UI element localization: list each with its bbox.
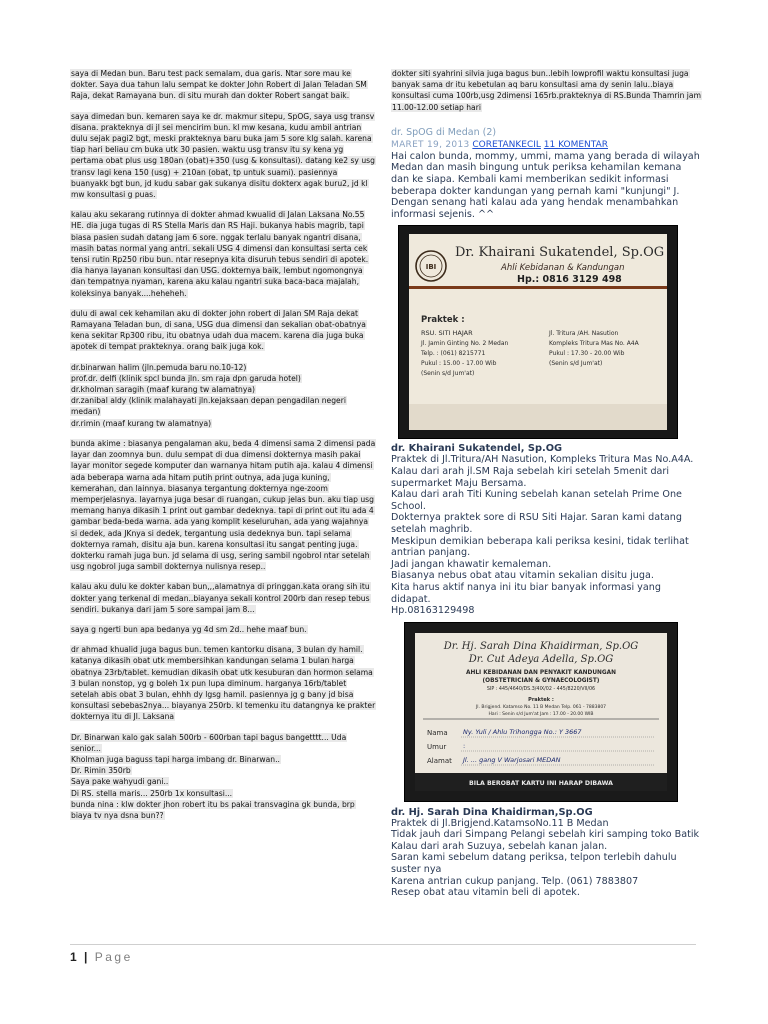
comment-paragraph: dokter siti syahrini silvia juga bagus bun..lebih lowprofil waktu konsultasi juga banyak sama dr itu kebetulan aq baru konsultasi ama dy senin lalu..biaya konsultasi cuma 100rb,usg 2dimensi 165rb.prakteknya di RS.Bunda Thamrin jam 11.00-12.00 setiap hari — [392, 69, 701, 112]
svg-text:Pukul : 17.30 - 20.00 Wib: Pukul : 17.30 - 20.00 Wib — [549, 350, 625, 358]
svg-text:Pukul : 15.00 - 17.00 Wib: Pukul : 15.00 - 17.00 Wib — [421, 360, 497, 368]
svg-text:Jl. Brigjend. Katamso No. 11 B: Jl. Brigjend. Katamso No. 11 B Medan Telp. 061 - 7883807 — [475, 704, 607, 710]
comment-paragraph: bunda akime : biasanya pengalaman aku, beda 4 dimensi sama 2 dimensi pada layar dan zoomnya bun. dulu sempat di dua dimensi dokternya masih pakai layar monitor segede komputer dan warnanya hitam putih aja. kalau 4 dimensi ada beberapa warna ada hitam putih print outnya, ada juga kuning, kemerahan, dan lainnya. biasanya tergantung dokternya nge-zoom memperjelasnya. layarnya juga besar di ruangan, cukup jelas bun. aku tiap usg memang hanya dikasih 1 print out gambar dedeknya. tapi di print out itu ada 4 gambar beda-beda warna. ada yang komplit keseluruhan, ada yang wajahnya si dedek, ada JKnya si dedek, tergantung usia dedeknya bun. tapi selama dokternya ramah, disitu aja bun. karena konsultasi itu sangat penting juga. dokterku ramah juga bun. jd selama di usg, sering sambil ngobrol ntar setelah usg ngobrol juga sambil dokternya nulisnya resep.. — [71, 438, 376, 572]
svg-text:Dr. Cut Adeya Adella, Sp.OG: Dr. Cut Adeya Adella, Sp.OG — [468, 653, 614, 665]
comment-paragraph: saya di Medan bun. Baru test pack semalam, dua garis. Ntar sore mau ke dokter. Saya dua tahun lalu sempat ke dokter John Robert di Jalan Teladan SM Raja, dekat Ramayana bun. di situ murah dan dokter Robert sangat baik. — [71, 69, 367, 101]
comment-paragraph: kalau aku sekarang rutinnya di dokter ahmad kwualid di Jalan Laksana No.55 HE. dia juga tugas di RS Stella Maris dan RS Haji. bukanya habis magrib, tapi biasa pasien sudah datang jam 6 sore. nggak terlalu banyak ngantri disana, masih batas normal yang antri. sekali USG 4 dimensi dan konsultasi serta cek tensi rutin Rp250 ribu bun. ntar resepnya kita disuruh tebus sendiri di apotek. dia hanya layanan konsultasi dan USG. dokternya baik, lembut ngomongnya dan tempatnya nyaman, karena aku kalau ngantri suka baca-baca majalah, koleksinya banyak....heheheh. — [71, 210, 369, 298]
svg-text:Telp. : (061) 8215771: Telp. : (061) 8215771 — [421, 350, 486, 358]
svg-text::: : — [463, 741, 466, 750]
comment-paragraph: dulu di awal cek kehamilan aku di dokter john robert di Jalan SM Raja dekat Ramayana Teladan bun, di sana, USG dua dimensi dan sekalian obat-obatnya kena sekitar Rp300 ribu, itu obatnya udah dua macem. karena dia juga buka apotek di tempat prakteknya. orang baik juga kok. — [71, 308, 366, 352]
doctor-list-paragraph: dr.binarwan halim (jln.pemuda baru no.10-12) prof.dr. delfi (klinik spcl bunda jln. sm raja dpn garuda hotel) dr.kholman saragih (maaf kurang tw alamatnya) dr.zanibal aldy (klinik malahayati jln.kejaksaan depan pengadilan negeri medan) dr.rimin (maaf kurang tw alamatnya) — [71, 362, 346, 428]
comment-paragraph: kalau aku dulu ke dokter kaban bun,,,alamatnya di pringgan.kata orang sih itu dokter yang terkenal di medan..biayanya sekali kontrol 200rb dan resep tebus sendiri. bukanya dari jam 5 sore sampai jam 8... — [71, 582, 370, 614]
svg-text:Alamat: Alamat — [427, 756, 452, 765]
page-separator: | — [84, 950, 88, 964]
author-link[interactable]: CORETANKECIL — [472, 139, 541, 150]
business-card — [409, 234, 667, 430]
svg-text:Jl. Tritura /AH. Nasution: Jl. Tritura /AH. Nasution — [549, 330, 619, 338]
svg-text:SIP : 445/4640/DS.3/4IX/02 - 4: SIP : 445/4640/DS.3/4IX/02 - 445/8220/VII/06 — [486, 686, 596, 692]
svg-text:BILA BEROBAT KARTU INI HARAP D: BILA BEROBAT KARTU INI HARAP DIBAWA — [469, 779, 613, 787]
svg-text:Ny. Yuli / Ahlu Trihongga No.:: Ny. Yuli / Ahlu Trihongga No.: Y 3667 — [463, 727, 582, 736]
svg-text:Nama: Nama — [427, 728, 448, 737]
business-card-photo — [399, 226, 677, 438]
comment-paragraph: dr ahmad khualid juga bagus bun. temen kantorku disana, 3 bulan dy hamil. katanya dikasih obat utk membersihkan kandungan selama 1 bulan harga obatnya 23rb/tablet. kemudian dikasih obat utk kesuburan dan hormon selama 3 bulan nonstop, yg g boleh 1x pun lupa diminum. harganya 16rb/tablet setelah abis obat 3 bulan, ehhh dy lgsg hamil. pasiennya jg g bany jd bisa konsultasi sebebas2nya... biayanya 250rb. kl temenku itu datangnya ke prakter dokternya itu di Jl. Laksana — [71, 645, 376, 722]
svg-text:AHLI KEBIDANAN DAN PENYAKIT KA: AHLI KEBIDANAN DAN PENYAKIT KANDUNGAN — [465, 669, 617, 676]
svg-text:IBI: IBI — [425, 263, 437, 272]
page-number: 1 — [70, 950, 77, 964]
svg-text:(Senin s/d Jum'at): (Senin s/d Jum'at) — [549, 360, 603, 368]
post-intro: Hai calon bunda, mommy, ummi, mama yang berada di wilayah Medan dan masih bingung untuk periksa kehamilan kemana dan ke siapa. Kembali kami memberikan sedikit informasi beberapa dokter kandungan yang pernah kami "kunjungi" J. Dengan senang hati kalau ada yang hendak menambahkan informasi sejenis. ^^ — [391, 150, 700, 220]
comment-paragraph: saya g ngerti bun apa bedanya yg 4d sm 2d.. hehe maaf bun. — [71, 624, 307, 634]
page-footer — [70, 950, 133, 964]
svg-text:RSU. SITI HAJAR: RSU. SITI HAJAR — [421, 329, 473, 338]
post-meta — [391, 139, 701, 151]
page-label: Page — [94, 950, 133, 964]
svg-text:(OBSTETRICIAN & GYNAECOLOGIST): (OBSTETRICIAN & GYNAECOLOGIST) — [482, 677, 600, 684]
doctor-heading: dr. Khairani Sukatendel, Sp.OG — [391, 443, 563, 455]
svg-text:Jl. ... gang V Warjosari MEDAN: Jl. ... gang V Warjosari MEDAN — [463, 755, 561, 764]
patient-card — [415, 633, 667, 791]
card-praktek-label: Praktek : — [421, 315, 465, 326]
card-doctor-name: Dr. Khairani Sukatendel, Sp.OG — [455, 245, 665, 261]
comment-paragraph: saya dimedan bun. kemaren saya ke dr. makmur sitepu, SpOG, saya usg transv disana. prakteknya di jl sei mencirim bun. kl mw kesana, kudu ambil antrian dulu sejak pagi2 bgt, meski prakteknya baru buka jam 5 sore klg salah. karena tiap hari beliau cm buka utk 30 pasien. waktu usg transv itu sy kena yg pertama obat plus usg 180an (obat)+350 (usg & konsultasi). datang ke2 sy usg transv lagi kena 150 (usg) + 210an (obat, tp untuk suami). pasiennya buanyakk bgt bun, jd kudu sabar gak sukanya disitu dokterx agak buru2, jd kl mw konsultasi g puas. — [71, 111, 375, 200]
svg-text:Hari : Senin s/d Jum'at Jam :: Hari : Senin s/d Jum'at Jam : 17.00 - 20.00 WIB — [488, 711, 594, 717]
svg-text:Dr. Hj. Sarah Dina Khaidirman,: Dr. Hj. Sarah Dina Khaidirman, Sp.OG — [443, 640, 639, 652]
svg-text:Praktek :: Praktek : — [528, 696, 554, 703]
comments-link[interactable]: 11 KOMENTAR — [543, 139, 608, 150]
svg-text:Kompleks Tritura Mas No. A4A: Kompleks Tritura Mas No. A4A — [549, 340, 639, 348]
doctor-details: Praktek di Jl.Brigjend.KatamsoNo.11 B Medan Tidak jauh dari Simpang Pelangi sebelah kiri samping toko Batik Kalau dari arah Suzuya, sebelah kanan jalan. Saran kami sebelum datang periksa, telpon terlebih dahulu suster nya Karena antrian cukup panjang. Telp. (061) 7883807 Resep obat atau vitamin beli di apotek. — [391, 817, 700, 899]
svg-text:Jl. Jamin Ginting No. 2 Medan: Jl. Jamin Ginting No. 2 Medan — [421, 340, 509, 348]
left-column — [70, 68, 376, 830]
doctor-heading: dr. Hj. Sarah Dina Khaidirman,Sp.OG — [391, 806, 593, 818]
svg-text:(Senin s/d Jum'at): (Senin s/d Jum'at) — [421, 370, 475, 378]
post-title[interactable]: dr. SpOG di Medan (2) — [391, 126, 497, 138]
patient-card-photo — [405, 623, 677, 801]
svg-text:Umur: Umur — [427, 742, 447, 751]
doctor-details: Praktek di Jl.Tritura/AH Nasution, Kompleks Tritura Mas No.A4A. Kalau dari arah jl.SM Raja sebelah kiri setelah 5menit dari supermarket Maju Bersama. Kalau dari arah Titi Kuning sebelah kanan setelah Prime One School. Dokternya praktek sore di RSU Siti Hajar. Saran kami datang setelah maghrib. Meskipun demikian beberapa kali periksa kesini, tidak terlihat antrian panjang. Jadi jangan khawatir kemaleman. Biasanya nebus obat atau vitamin sekalian disitu juga. Kita harus aktif nanya ini itu biar banyak informasi yang didapat. Hp.08163129498 — [391, 454, 694, 617]
post-date: MARET 19, 2013 — [391, 139, 470, 150]
comment-paragraph: Dr. Binarwan kalo gak salah 500rb - 600rban tapi bagus bangetttt... Uda senior... Kholman juga baguss tapi harga imbang dr. Binarwan.. Dr. Rimin 350rb Saya pake wahyudi gani.. Di RS. stella maris... 250rb 1x konsultasi... bunda nina : klw dokter jhon robert itu bs pakai transvagina gk bunda, brp biaya tv nya dsna bun?? — [71, 732, 355, 820]
footer-divider — [70, 944, 696, 945]
card-phone: Hp.: 0816 3129 498 — [517, 274, 622, 286]
card-specialty: Ahli Kebidanan & Kandungan — [501, 263, 625, 274]
right-column — [391, 68, 701, 899]
